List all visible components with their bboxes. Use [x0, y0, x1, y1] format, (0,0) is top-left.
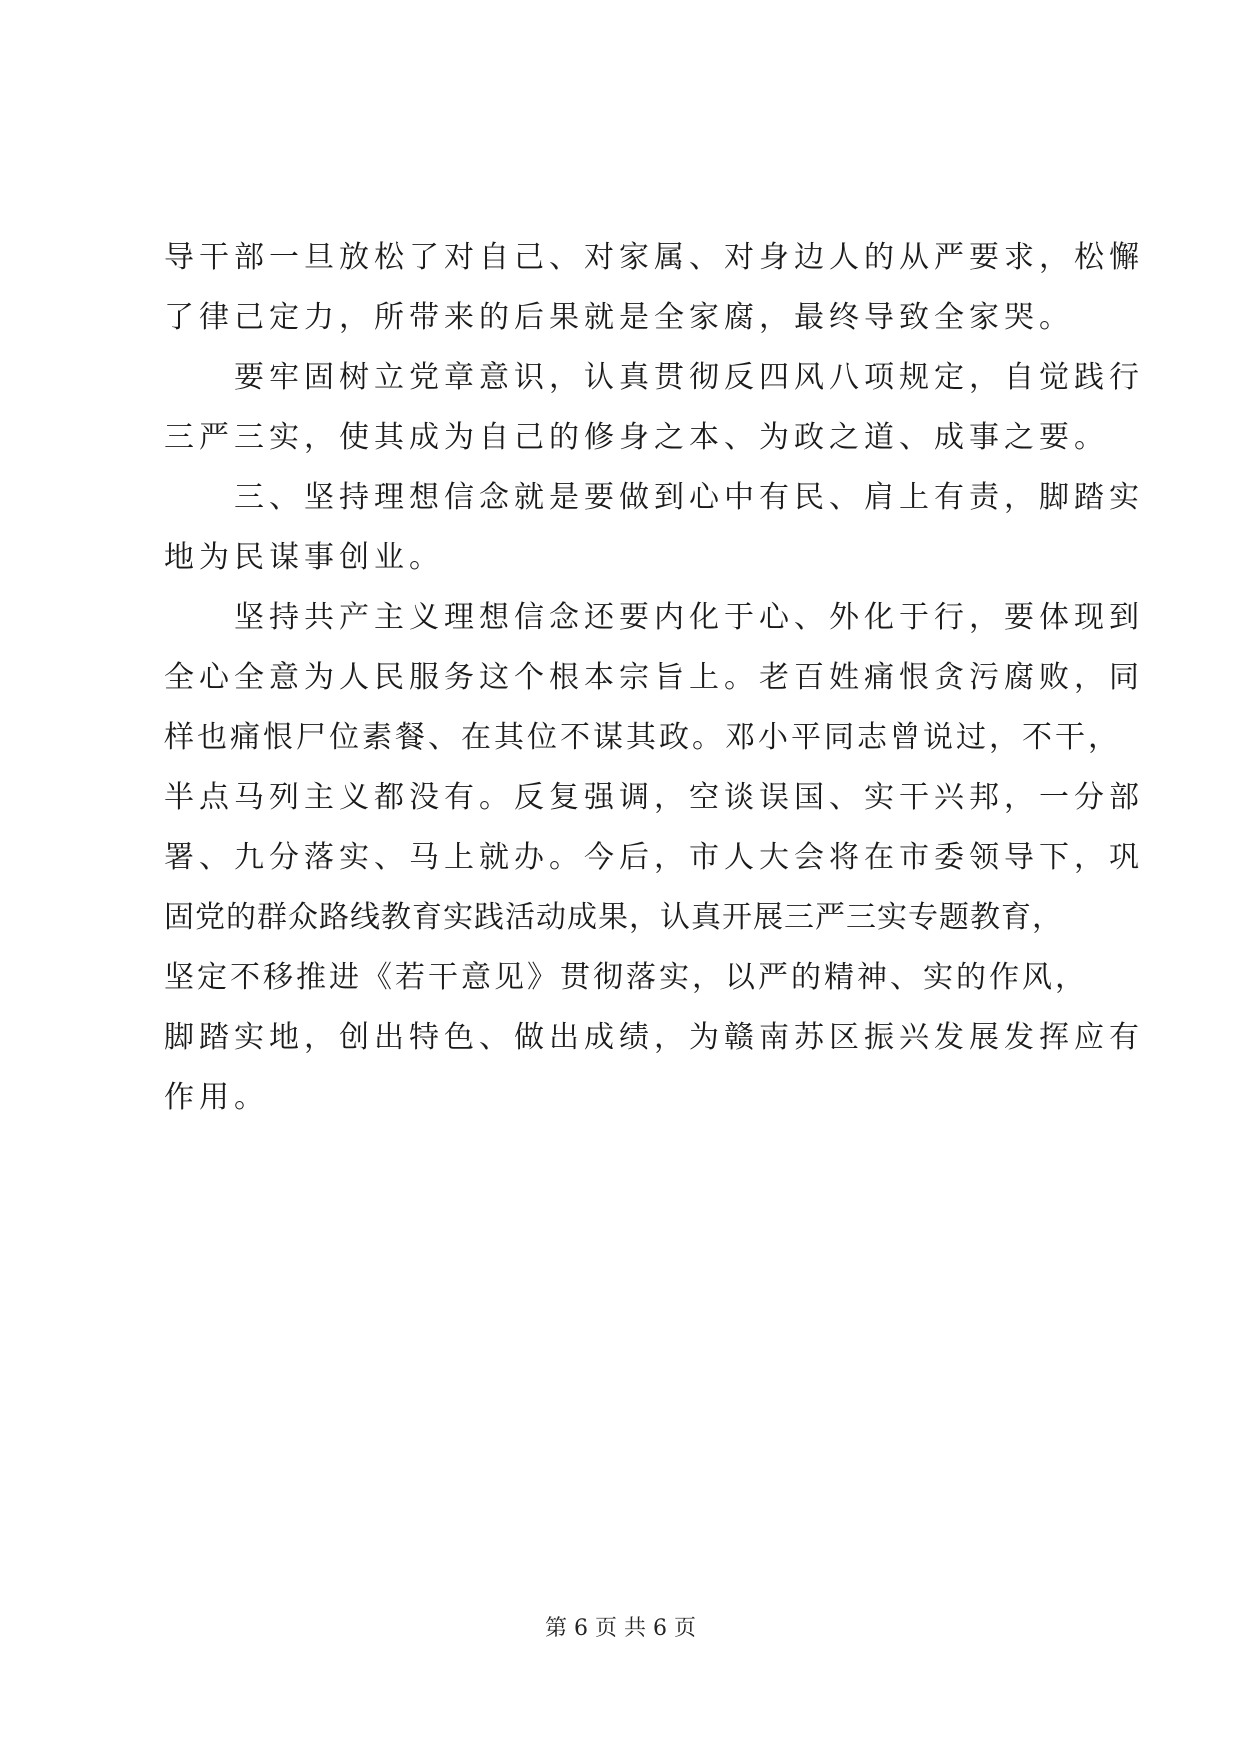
text-line: 固党的群众路线教育实践活动成果，认真开展三严三实专题教育， [164, 900, 1063, 935]
text-line: 脚踏实地，创出特色、做出成绩，为赣南苏区振兴发展发挥应有 [164, 1020, 1144, 1055]
text-line: 三严三实，使其成为自己的修身之本、为政之道、成事之要。 [164, 420, 1109, 455]
text-line: 坚持共产主义理想信念还要内化于心、外化于行，要体现到 [164, 600, 1144, 635]
text-line: 三、坚持理想信念就是要做到心中有民、肩上有责，脚踏实 [164, 480, 1144, 515]
text-line: 样也痛恨尸位素餐、在其位不谋其政。邓小平同志曾说过，不干， [164, 720, 1121, 755]
text-line: 全心全意为人民服务这个根本宗旨上。老百姓痛恨贪污腐败，同 [164, 660, 1144, 695]
page-number-footer: 第 6 页 共 6 页 [545, 1616, 696, 1641]
document-body [164, 228, 1144, 1128]
text-line: 了律己定力，所带来的后果就是全家腐，最终导致全家哭。 [164, 300, 1074, 335]
text-line: 署、九分落实、马上就办。今后，市人大会将在市委领导下，巩 [164, 840, 1144, 875]
text-line: 作用。 [164, 1080, 269, 1115]
text-line: 坚定不移推进《若干意见》贯彻落实，以严的精神、实的作风， [164, 960, 1088, 995]
text-line: 要牢固树立党章意识，认真贯彻反四风八项规定，自觉践行 [164, 360, 1144, 395]
text-line: 半点马列主义都没有。反复强调，空谈误国、实干兴邦，一分部 [164, 780, 1144, 815]
text-line: 导干部一旦放松了对自己、对家属、对身边人的从严要求，松懈 [164, 240, 1144, 275]
text-line: 地为民谋事创业。 [164, 540, 444, 575]
